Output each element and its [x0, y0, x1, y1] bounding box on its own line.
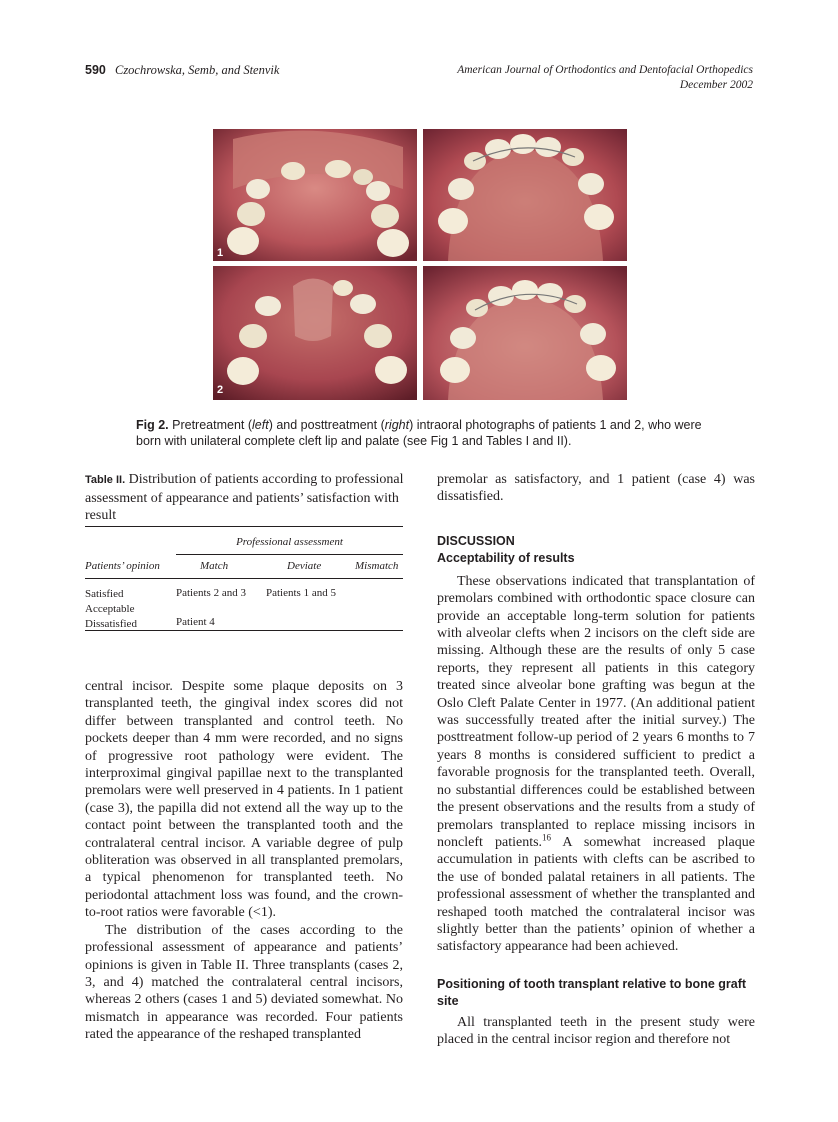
- table-top-rule: [85, 526, 403, 527]
- table-group-rule: [176, 554, 403, 555]
- table-group-header: Professional assessment: [236, 536, 343, 548]
- right-column: [437, 471, 755, 1049]
- journal-name: American Journal of Orthodontics and Dentofacial Orthopedics: [457, 64, 753, 76]
- table-row-header: Patients’ opinion: [85, 560, 160, 572]
- table-col-deviate: Deviate: [287, 560, 322, 572]
- subsection-heading: Acceptability of results: [437, 550, 575, 565]
- section-heading: DISCUSSION: [437, 533, 515, 548]
- subsection-heading: Positioning of tooth transplant relative to bone graft site: [437, 976, 747, 1008]
- panel-label-2: 2: [217, 384, 224, 396]
- reference-marker: 16: [542, 832, 552, 843]
- figure-caption: Fig 2. Pretreatment (left) and posttreatment (right) intraoral photographs of patients 1 and 2, who were born with unilateral complete cleft lip and palate (see Fig 1 and Tables I and II).: [136, 418, 702, 448]
- photo-patient2-posttreatment: [423, 266, 627, 400]
- photo-patient2-pretreatment: [213, 266, 417, 400]
- running-header-right: [457, 63, 753, 93]
- table-cell-match: Patient 4: [176, 616, 215, 628]
- body-paragraph: All transplanted teeth in the present study were placed in the central incisor region and therefore not: [437, 1014, 755, 1048]
- body-paragraph: These observations indicated that transplantation of premolars combined with orthodontic space closure can provide an acceptable long-term solution for patients with alveolar clefts when 2 incisors on the cleft side are missing. Although these are the results of only 5 case reports, they represent all patients in this category treated since alveolar bone grafting was begun at the Oslo Cleft Palate Center in 1977. (An additional patient was successfully treated after the initial survey.) The posttreatment follow-up period of 2 years 6 months to 7 years 8 months is considered sufficient to predict a favorable prognosis for the transplanted teeth. Overall, no substantial differences could be established between the present observations and the results from a study of premolars transplanted to replace missing incisors in noncleft patients.$^{16}$ A somewhat increased plaque accumulation in patients with clefts can be ascribed to the use of bonded palatal retainers in all patients. The professional assessment of whether the transplanted and reshaped tooth matched the contralateral incisor was slightly better than the patients’ opinion of whether a satisfactory appearance had been achieved.: [437, 573, 755, 955]
- body-paragraph: The distribution of the cases according to the professional assessment of appearance and patients’ opinions is given in Table II. Three transplants (cases 2, 3, and 4) matched the contralateral central incisors, whereas 2 others (cases 1 and 5) deviated somewhat. No mismatch in appearance was recorded. Four patients rated the appearance of the reshaped transplanted: [85, 922, 403, 1043]
- table-cell-opinion: Satisfied: [85, 588, 124, 600]
- table-caption: [85, 471, 405, 525]
- table-row: [85, 587, 137, 632]
- table-cell-opinion: Dissatisfied: [85, 618, 137, 630]
- table-cell-deviate: Patients 1 and 5: [266, 587, 336, 599]
- table-col-mismatch: Mismatch: [355, 560, 399, 572]
- figure-caption-label: Fig 2.: [136, 418, 169, 432]
- body-paragraph: central incisor. Despite some plaque deposits on 3 transplanted teeth, the gingival index scores did not differ between transplanted and control teeth. No pockets deeper than 4 mm were recorded, and no signs of progressive root pathology were evident. The interproximal gingival papillae next to the transplanted premolars were well preserved in 4 patients. In 1 patient (case 3), the papilla did not extend all the way up to the contact point between the transplanted tooth and the contralateral central incisor. A variable degree of pulp obliteration was observed in all transplanted premolars, a typical phenomenon for transplanted teeth. No periodontal attachment loss was found, and the crown-to-root ratios were favorable (<1).: [85, 679, 403, 921]
- table-cell-match: Patients 2 and 3: [176, 587, 246, 599]
- photo-patient1-posttreatment: [423, 129, 627, 261]
- page-number: 590: [85, 63, 106, 77]
- issue-date: December 2002: [679, 79, 753, 91]
- running-header-left: [85, 63, 279, 78]
- table-col-match: Match: [200, 560, 229, 572]
- table-title: Distribution of patients according to professional assessment of appearance and patients’ satisfaction with result: [85, 472, 404, 523]
- body-paragraph: premolar as satisfactory, and 1 patient (case 4) was dissatisfied.: [437, 472, 755, 505]
- table-header-rule: [85, 578, 403, 579]
- table-label: Table II.: [85, 474, 126, 486]
- running-authors: Czochrowska, Semb, and Stenvik: [114, 63, 280, 77]
- table-cell-opinion: Acceptable: [85, 602, 135, 615]
- panel-label-1: 1: [217, 247, 224, 259]
- left-column: [85, 678, 403, 1044]
- photo-patient1-pretreatment: [213, 129, 417, 261]
